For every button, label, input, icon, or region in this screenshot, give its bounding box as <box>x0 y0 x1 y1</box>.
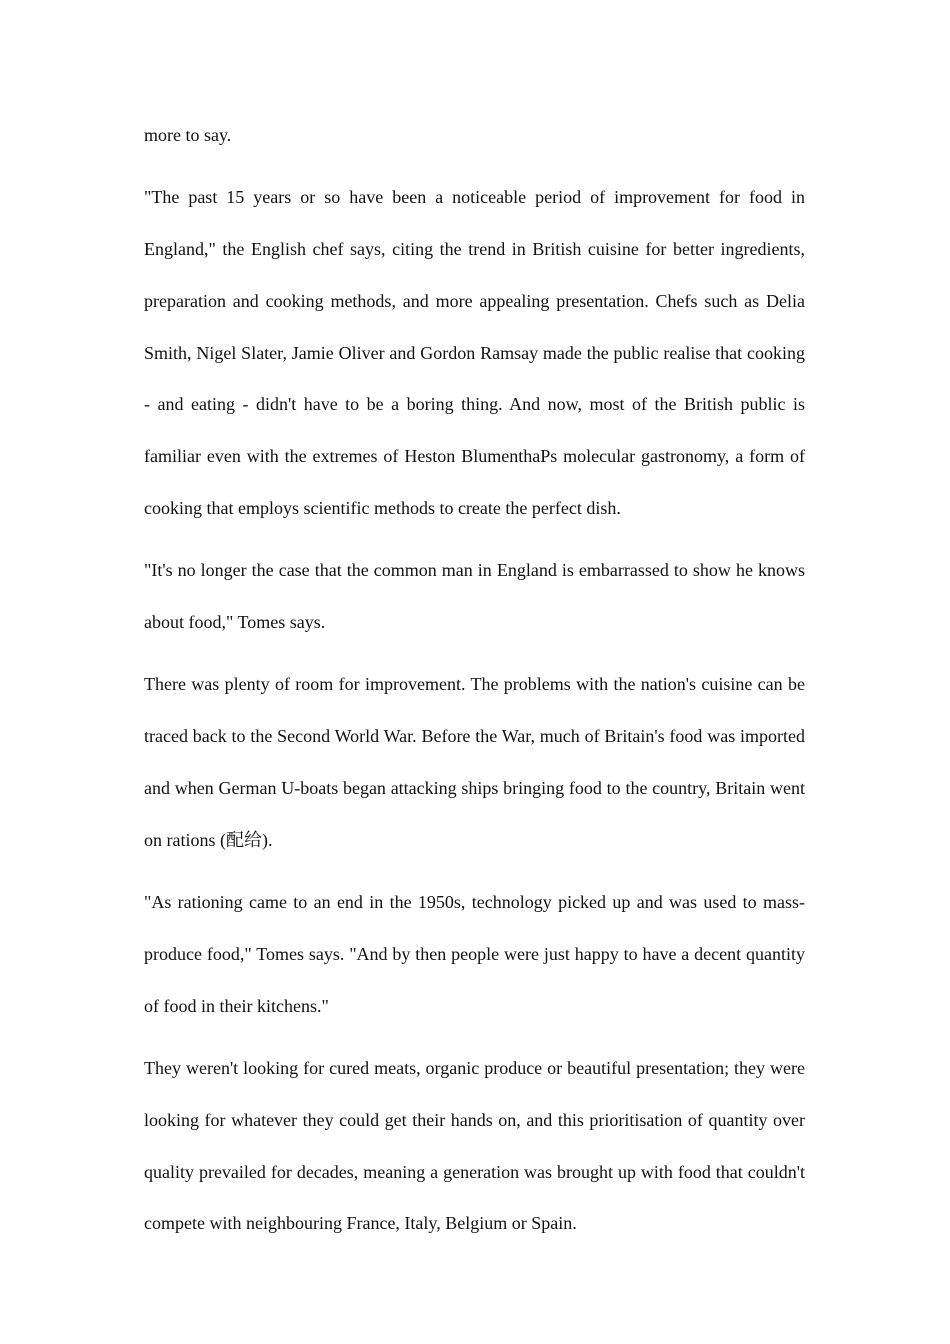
paragraph-improvement: "The past 15 years or so have been a noticeable period of improvement for food in England," the English chef says, citing the trend in British cuisine for better ingredients, preparation and cooking methods, and more appealing presentation. Chefs such as Delia Smith, Nigel Slater, Jamie Oliver and Gordon Ramsay made the public realise that cooking - and eating - didn't have to be a boring thing. And now, most of the British public is familiar even with the extremes of Heston BlumenthaPs molecular gastronomy, a form of cooking that employs scientific methods to create the perfect dish. <box>144 187 805 519</box>
paragraph-world-war: There was plenty of room for improvement. The problems with the nation's cuisine can be traced back to the Second World War. Before the War, much of Britain's food was imported and when German U-boats began attacking ships bringing food to the country, Britain went on rations (配给). <box>144 674 805 850</box>
paragraph-continuation: more to say. <box>144 125 232 145</box>
paragraph-common-man: "It's no longer the case that the common man in England is embarrassed to show he knows about food," Tomes says. <box>144 560 805 633</box>
paragraph-rationing: "As rationing came to an end in the 1950s, technology picked up and was used to mass-produce food," Tomes says. "And by then people were just happy to have a decent quantity of food in their kitchens." <box>144 892 805 1016</box>
paragraph-quantity-over-quality: They weren't looking for cured meats, organic produce or beautiful presentation; they were looking for whatever they could get their hands on, and this prioritisation of quantity over quality prevailed for decades, meaning a generation was brought up with food that couldn't compete with neighbouring France, Italy, Belgium or Spain. <box>144 1058 805 1234</box>
document-page <box>144 110 805 1261</box>
